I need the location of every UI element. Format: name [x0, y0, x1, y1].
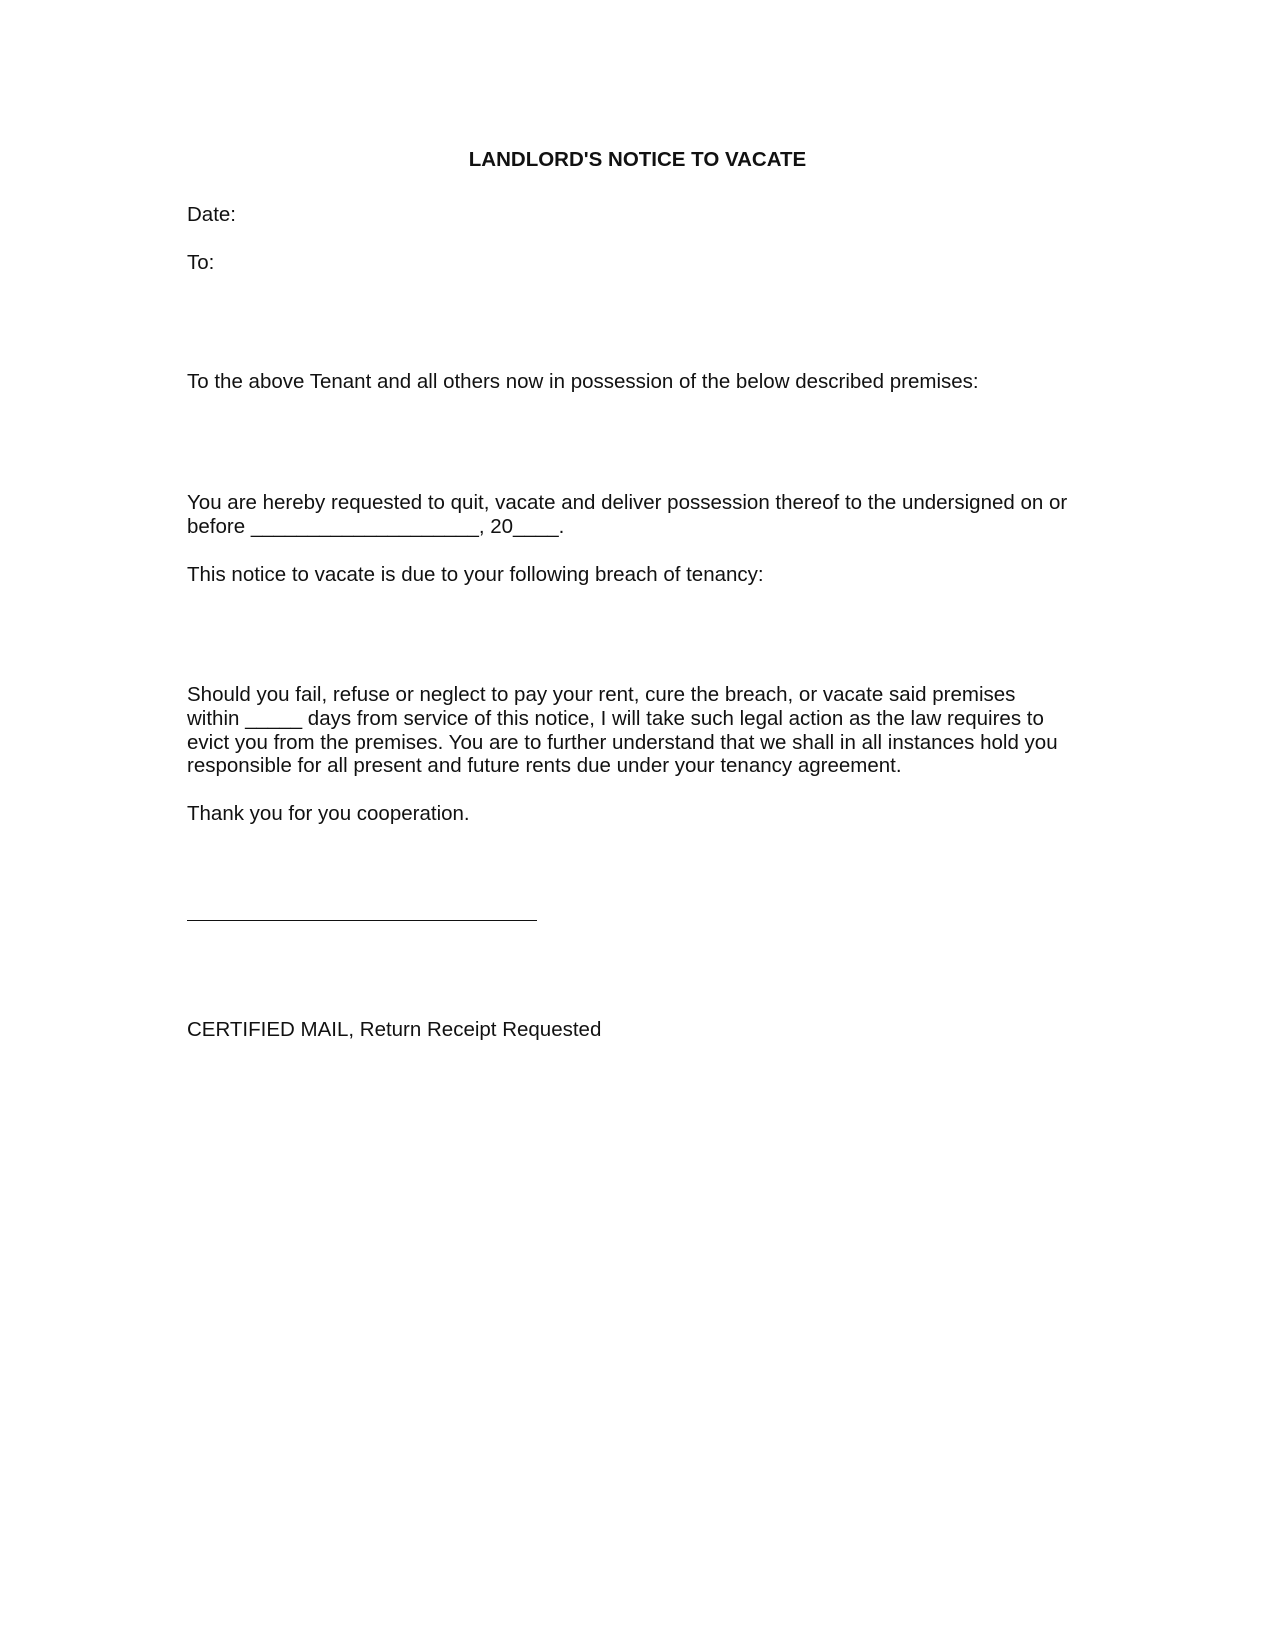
signature-line [187, 920, 537, 921]
request-line: You are hereby requested to quit, vacate and deliver possession thereof to the undersigned on or [187, 491, 1068, 514]
intro-paragraph: To the above Tenant and all others now in possession of the below described premises: [187, 370, 979, 393]
document-title: LANDLORD'S NOTICE TO VACATE [468, 148, 807, 171]
to-label: To: [187, 251, 215, 274]
certified-mail-note: CERTIFIED MAIL, Return Receipt Requested [187, 1018, 602, 1041]
warning-line: responsible for all present and future rents due under your tenancy agreement. [187, 754, 902, 777]
breach-paragraph: This notice to vacate is due to your following breach of tenancy: [187, 563, 764, 586]
request-line: before ____________________, 20____. [187, 515, 565, 538]
warning-line: Should you fail, refuse or neglect to pay your rent, cure the breach, or vacate said premises [187, 683, 1016, 706]
date-label: Date: [187, 203, 236, 226]
warning-line: evict you from the premises. You are to further understand that we shall in all instances hold you [187, 731, 1058, 754]
warning-line: within _____ days from service of this notice, I will take such legal action as the law requires to [187, 707, 1044, 730]
thanks-paragraph: Thank you for you cooperation. [187, 802, 470, 825]
